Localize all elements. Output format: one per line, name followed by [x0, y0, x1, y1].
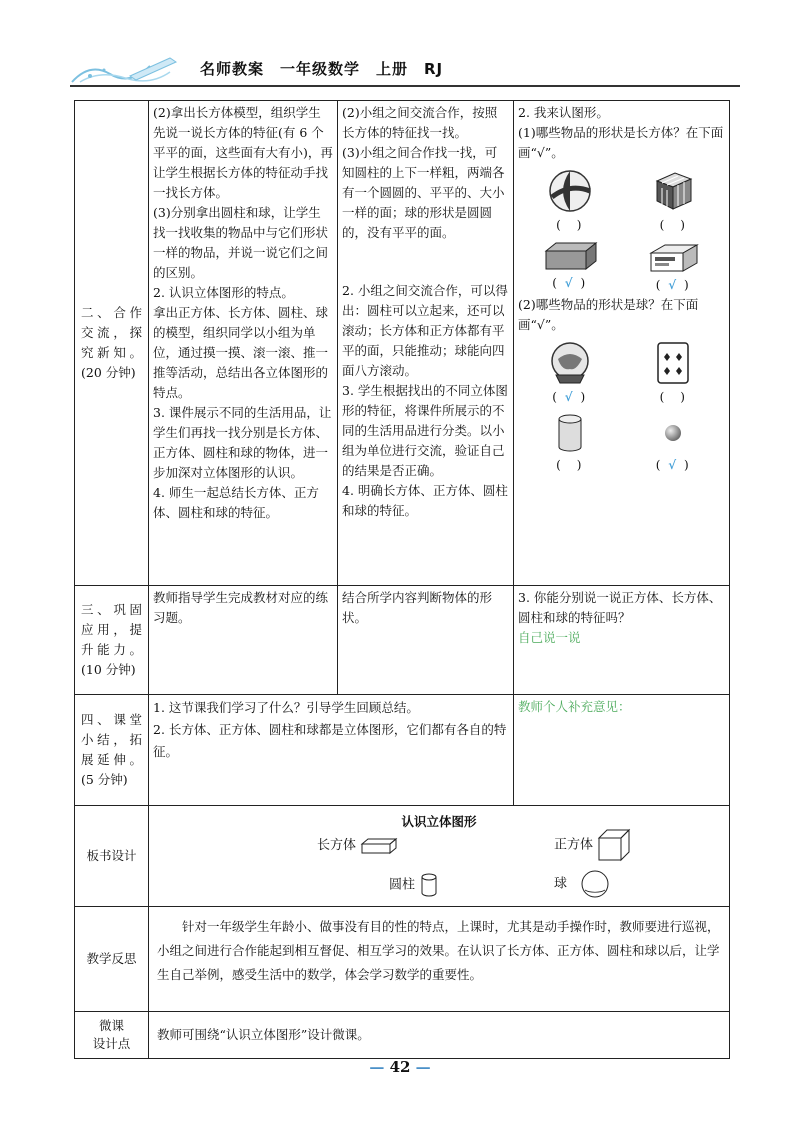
reflection-text: 针对一年级学生年龄小、做事没有目的性的特点，上课时，尤其是动手操作时，教师要进行巡视，小组之间进行合作能起到相互督促、相互学习的效果。在认识了长方体、正方体、圆柱和球以后，让学生自己举例，感受生活中的数学，体会学习数学的重要性。: [149, 907, 730, 1012]
cube-icon: [597, 828, 631, 862]
playing-card-icon: [656, 341, 690, 385]
board-cylinder-label: 圆柱: [389, 877, 416, 893]
reflection-label: 教学反思: [75, 907, 149, 1012]
cylinder-item: ( ): [535, 413, 605, 475]
page-number: — 42 —: [369, 1058, 431, 1076]
summary-text: 1. 这节课我们学习了什么？引导学生回顾总结。 2. 长方体、正方体、圆柱和球都是立体图形，它们都有各自的特征。: [149, 695, 514, 806]
box-icon: [645, 241, 701, 273]
board-sphere-icon: [571, 868, 611, 900]
box-item: ( √ ): [638, 241, 708, 295]
playing-card-item: ( ): [638, 341, 708, 407]
teacher-activity: (2)拿出长方体模型，组织学生先说一说长方体的特征(有 6 个平平的面，这些面有大有小)，再让学生根据长方体的特征动手找一找长方体。 (3)分别拿出圆柱和球，让学生找一找收集的物品中与它们形状一样的物品，并说一说它们之间的区别。 2. 认识立体图形的特点。 拿出正方体、长方体、圆柱、球的模型，组织同学以小组为单位，通过摸一摸、滚一滚、推一推等活动，总结出各立体图形的特点。 3. 课件展示不同的生活用品，让学生们再找一找分别是长方体、正方体、圆柱和球的物体，进一步加深对立体图形的认识。 4. 师生一起总结长方体、正方体、圆柱和球的特征。: [149, 101, 338, 586]
board-title: 认识立体图形: [401, 814, 477, 829]
micro-lesson-label: 微课 设计点: [75, 1012, 149, 1059]
header-decoration-icon: [70, 52, 190, 84]
header-rule: [70, 85, 740, 87]
answer-hint: 自己说一说: [518, 630, 581, 645]
globe-bowl-item: ( √ ): [535, 341, 605, 407]
cuboid-icon: [360, 837, 398, 855]
table-row: [75, 806, 730, 907]
stage-label: 二、合作 交流，探 究新知。 (20 分钟): [75, 101, 149, 586]
student-activity: (2)小组之间交流合作，按照长方体的特征找一找。 (3)小组之间合作找一找，可知圆柱的上下一样粗，两端各有一个圆圆的、平平的、大小一样的面；球的形状是圆圆的，没有平平的面。 2. 小组之间交流合作，可以得出：圆柱可以立起来，还可以滚动；长方体和正方体都有平平的面，只能推动；球能向四面八方滚动。 3. 学生根据找出的不同立体图形的特征，将课件所展示的不同的生活用品进行分类。以小组为单位进行交流，验证自己的结果是否正确。 4. 明确长方体、正方体、圆柱和球的特征。: [338, 101, 514, 586]
sphere-item: ( √ ): [638, 413, 708, 475]
table-row: [75, 586, 730, 695]
stage-label: 三、巩固 应用，提 升能力。 (10 分钟): [75, 586, 149, 695]
board-sphere-label: 球: [554, 876, 568, 892]
table-row: [75, 695, 730, 806]
practice-column: 2. 我来认图形。 (1)哪些物品的形状是长方体？在下面画“√”。 ( ) ( ) ( √ ) ( √ ) (2)哪些物品的形状是球？在下面画“√”。 ( √ ) ( ) ( ) ( √ ): [514, 101, 730, 586]
beach-ball-icon: [548, 169, 592, 213]
cylinder-icon: [555, 413, 585, 453]
snow-globe-icon: [548, 341, 592, 385]
board-label: 板书设计: [75, 806, 149, 907]
teacher-activity: 教师指导学生完成教材对应的练习题。: [149, 586, 338, 695]
page-header: [70, 52, 740, 92]
lesson-table: [74, 100, 730, 1059]
sphere-icon: [658, 413, 688, 453]
board-cuboid-label: 长方体: [317, 838, 357, 853]
table-row: [75, 1012, 730, 1059]
micro-lesson-text: 教师可围绕“认识立体图形”设计微课。: [149, 1012, 730, 1059]
board-cylinder-icon: [419, 872, 439, 898]
beach-ball-item: ( ): [535, 169, 605, 235]
brick-icon: [542, 241, 598, 271]
teacher-note: 教师个人补充意见：: [514, 695, 730, 806]
brick-item: ( √ ): [535, 241, 605, 295]
board-cube-label: 正方体: [554, 837, 594, 853]
student-activity: 结合所学内容判断物体的形状。: [338, 586, 514, 695]
rubiks-cube-item: ( ): [638, 169, 708, 235]
table-row: [75, 101, 730, 586]
rubiks-cube-icon: [651, 169, 695, 213]
board-design: [149, 806, 730, 907]
table-row: [75, 907, 730, 1012]
header-title: 名师教案 一年级数学 上册 RJ: [200, 60, 444, 78]
stage-label: 四、课堂 小结，拓 展延伸。 (5 分钟): [75, 695, 149, 806]
practice-column: 3. 你能分别说一说正方体、长方体、圆柱和球的特征吗？ 自己说一说: [514, 586, 730, 695]
